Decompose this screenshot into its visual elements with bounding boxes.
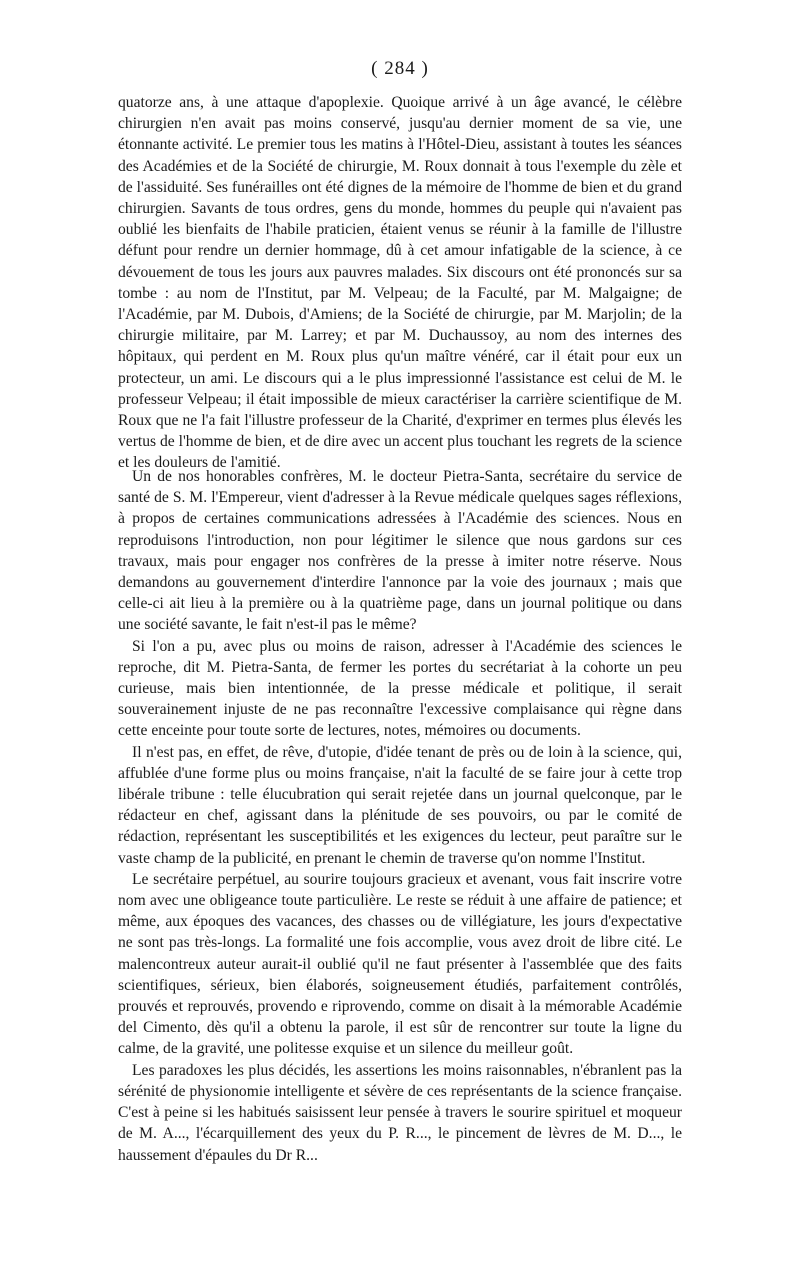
academy-section — [118, 466, 682, 1166]
paragraph-paradoxes: Les paradoxes les plus décidés, les assertions les moins raisonnables, n'ébranlent pas la sérénité de physionomie intelligente et sévère de ces représentants de la science française. C'est à peine si les habitués saisissent leur pensée à travers le sourire spirituel et moqueur de M. A..., l'écarquillement des yeux du P. R..., le pincement de lèvres de M. D..., le haussement d'épaules du Dr R... — [118, 1061, 682, 1164]
paragraph-reproche: Si l'on a pu, avec plus ou moins de raison, adresser à l'Académie des sciences le reproche, dit M. Pietra-Santa, de fermer les portes du secrétariat à la cohorte un peu curieuse, mais bien intentionnée, de la presse médicale et politique, il serait souverainement injuste de ne pas reconnaître l'excessive complaisance qui règne dans cette enceinte pour toute sorte de lectures, notes, mémoires ou documents. — [118, 637, 682, 740]
obituary-paragraph: quatorze ans, à une attaque d'apoplexie. Quoique arrivé à un âge avancé, le célèbre chirurgien n'en avait pas moins conservé, jusqu'au dernier moment de sa vie, une étonnante activité. Le premier tous les matins à l'Hôtel-Dieu, assistant à toutes les séances des Académies et de la Société de chirurgie, M. Roux donnait à tous l'exemple du zèle et de l'assiduité. Ses funérailles ont été dignes de la mémoire de l'homme de bien et du grand chirurgien. Savants de tous ordres, gens du monde, hommes du peuple qui n'avaient pas oublié les bienfaits de l'habile praticien, étaient venus se réunir à la famille de l'illustre défunt pour rendre un dernier hommage, dû à cet amour infatigable de la science, à ce dévouement de tous les jours aux pauvres malades. Six discours ont été prononcés sur sa tombe : au nom de l'Institut, par M. Velpeau; de la Faculté, par M. Malgaigne; de l'Académie, par M. Dubois, d'Amiens; de la Société de chirurgie, par M. Marjolin; de la chirurgie militaire, par M. Larrey; et par M. Duchaussoy, au nom des internes des hôpitaux, qui perdent en M. Roux plus qu'un maître vénéré, car il était pour eux un protecteur, un ami. Le discours qui a le plus impressionné l'assistance est celui de M. le professeur Velpeau; il était impossible de mieux caractériser la carrière scientifique de M. Roux que ne l'a fait l'illustre professeur de la Charité, d'exprimer en termes plus élevés les vertus de l'homme de bien, et de dire avec un accent plus touchant les regrets de la science et les douleurs de l'amitié. — [118, 94, 682, 472]
obituary-section — [118, 92, 682, 474]
page-number: ( 284 ) — [371, 58, 429, 79]
paragraph-secretaire: Le secrétaire perpétuel, au sourire toujours gracieux et avenant, vous fait inscrire votre nom avec une obligeance toute particulière. Le reste se réduit à une affaire de patience; et même, aux époques des vacances, des chasses ou de villégiature, les jours d'expectative ne sont pas très-longs. La formalité une fois accomplie, vous avez droit de libre cité. Le malencontreux auteur aurait-il oublié qu'il ne faut présenter à l'assemblée que des faits scientifiques, sérieux, bien élaborés, soigneusement étudiés, parfaitement contrôlés, prouvés et reprouvés, provendo e riprovendo, comme on disait à la mémorable Académie del Cimento, dès qu'il a obtenu la parole, il est sûr de rencontrer sur toute la ligne du calme, de la gravité, une politesse exquise et un silence du meilleur goût. — [118, 870, 682, 1058]
paragraph-pietra-santa: Un de nos honorables confrères, M. le docteur Pietra-Santa, secrétaire du service de santé de S. M. l'Empereur, vient d'adresser à la Revue médicale quelques sages réflexions, à propos de certaines communications adressées à l'Académie des sciences. Nous en reproduisons l'introduction, non pour légitimer le silence que nous gardons sur ces travaux, mais pour engager nos confrères de la presse à imiter notre réserve. Nous demandons au gouvernement d'interdire l'annonce par la voie des journaux ; mais que celle-ci ait lieu à la première ou à la quatrième page, dans un journal politique ou dans une société savante, le fait n'est-il pas le même? — [118, 468, 682, 634]
paragraph-utopie: Il n'est pas, en effet, de rêve, d'utopie, d'idée tenant de près ou de loin à la science, qui, affublée d'une forme plus ou moins française, n'ait la faculté de se faire jour à cette trop libérale tribune : telle élucubration qui serait rejetée dans un journal quelconque, par le rédacteur en chef, agissant dans la plénitude de ses pouvoirs, ou par le comité de rédaction, représentant les susceptibilités et les exigences du lecteur, peut paraître sur le vaste champ de la publicité, en prenant le chemin de traverse qu'on nomme l'Institut. — [118, 743, 682, 867]
